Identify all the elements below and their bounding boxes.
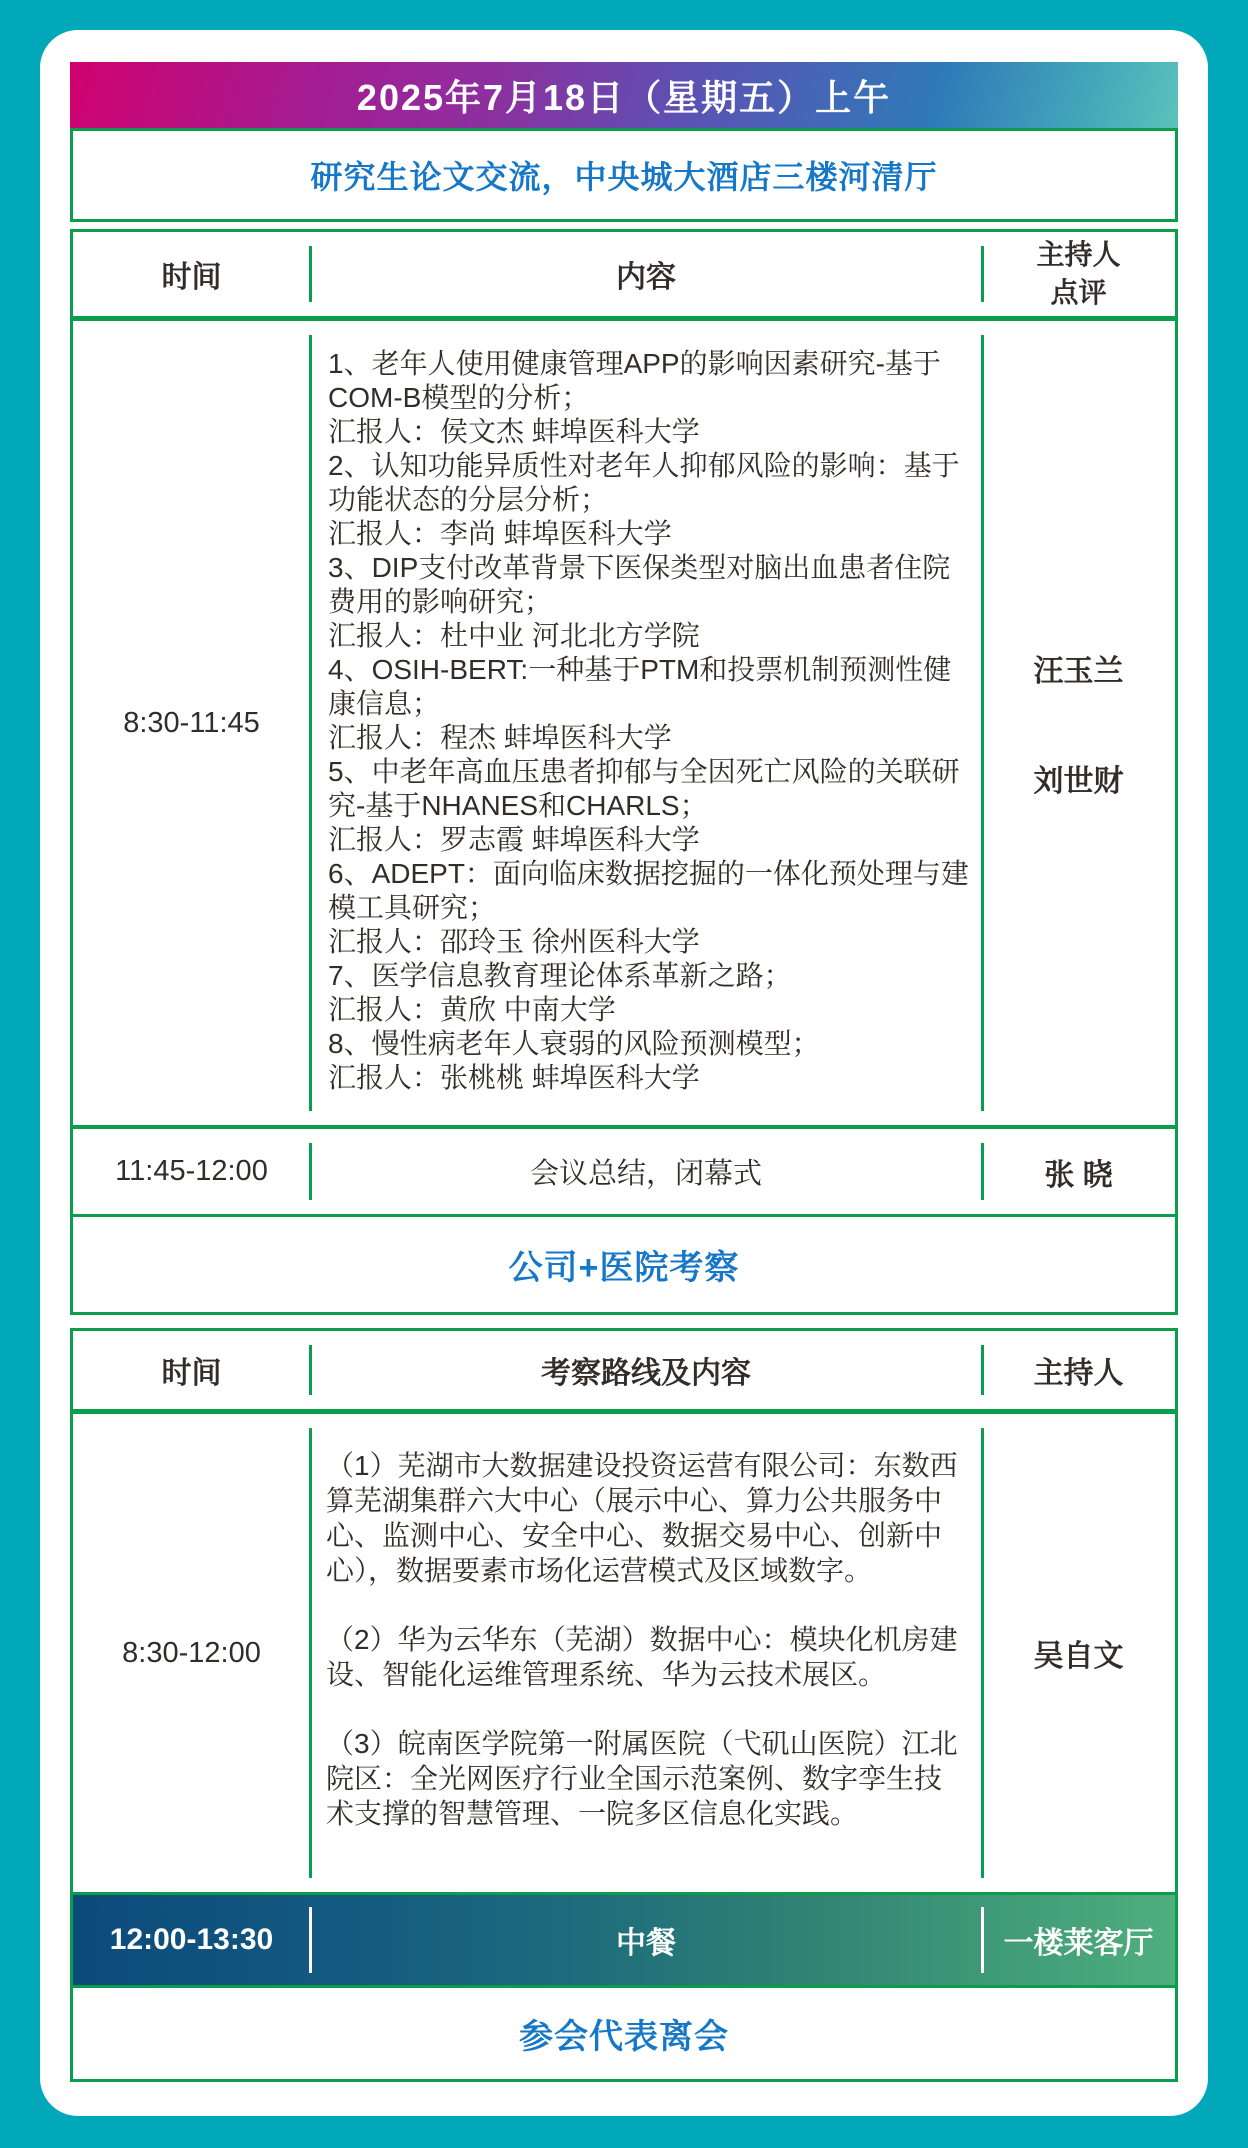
- paper-reporter: 汇报人：侯文杰 蚌埠医科大学: [328, 416, 700, 447]
- table1-header-row: [73, 232, 1175, 316]
- table2-header-host: 主持人: [1033, 1357, 1124, 1390]
- paper-title: 8、慢性病老年人衰弱的风险预测模型；: [328, 1028, 820, 1059]
- date-banner-title: 2025年7月18日（星期五）上午: [356, 76, 892, 118]
- tour-paragraph: （3）皖南医学院第一附属医院（弋矶山医院）江北院区：全光网医疗行业全国示范案例、数字孪生技术支撑的智慧管理、一院多区信息化实践。: [326, 1728, 958, 1829]
- paper-title: 7、医学信息教育理论体系革新之路；: [328, 960, 792, 991]
- morning-session-table: [70, 229, 1178, 1217]
- paper-title: 1、老年人使用健康管理APP的影响因素研究-基于COM-B模型的分析；: [328, 348, 941, 413]
- section-title-text: 公司+医院考察: [508, 1249, 740, 1287]
- table1-row2-host: 张 晓: [1044, 1158, 1113, 1192]
- table1-header-host-line1: 主持人: [1036, 239, 1121, 271]
- paper-reporter: 汇报人：程杰 蚌埠医科大学: [328, 722, 672, 753]
- tour-paragraph: （2）华为云华东（芜湖）数据中心：模块化机房建设、智能化运维管理系统、华为云技术展区。: [326, 1624, 958, 1690]
- date-banner: [70, 62, 1178, 128]
- paper-title: 2、认知功能异质性对老年人抑郁风险的影响：基于功能状态的分层分析；: [328, 450, 960, 515]
- table1-header-host-line2: 点评: [1050, 277, 1107, 308]
- lunch-time: 12:00-13:30: [73, 1895, 310, 1985]
- paper-reporter: 汇报人：邵玲玉 徐州医科大学: [328, 926, 700, 957]
- table2-row-tour: [73, 1414, 1175, 1892]
- departure-text: 参会代表离会: [519, 2018, 729, 2056]
- host-name: 刘世财: [1033, 765, 1124, 798]
- session-title-text: 研究生论文交流，中央城大酒店三楼河清厅: [310, 159, 938, 195]
- paper-title: 5、中老年高血压患者抑郁与全因死亡风险的关联研究-基于NHANES和CHARLS；: [328, 756, 960, 821]
- table2-header-row: [73, 1331, 1175, 1409]
- paper-item: [328, 653, 970, 755]
- paper-reporter: 汇报人：罗志霞 蚌埠医科大学: [328, 824, 700, 855]
- table1-row1-content: [310, 321, 982, 1125]
- schedule-inner: [70, 62, 1178, 2082]
- table1-row1-hosts: [982, 321, 1175, 1125]
- paper-title: 4、OSIH-BERT:一种基于PTM和投票机制预测性健康信息；: [328, 654, 952, 719]
- table1-row2-content: 会议总结，闭幕式: [310, 1129, 982, 1214]
- paper-item: [328, 449, 970, 551]
- table2-row1-time: 8:30-12:00: [73, 1414, 310, 1892]
- table2-row1-host: 吴自文: [1033, 1640, 1124, 1673]
- table2-header-content: 考察路线及内容: [310, 1331, 982, 1409]
- table1-row1-time: 8:30-11:45: [73, 321, 310, 1125]
- paper-item: [328, 959, 970, 1027]
- departure-box: [70, 1985, 1178, 2082]
- paper-item: [328, 551, 970, 653]
- tour-paragraph: （1）芜湖市大数据建设投资运营有限公司：东数西算芜湖集群六大中心（展示中心、算力公共服务中心、监测中心、安全中心、数据交易中心、创新中心），数据要素市场化运营模式及区域数字。: [326, 1450, 958, 1586]
- section-title-box: [70, 1214, 1178, 1315]
- paper-item: [328, 347, 970, 449]
- table2-header-time: 时间: [73, 1331, 310, 1409]
- lunch-content: 中餐: [310, 1895, 982, 1985]
- table1-header-time: 时间: [73, 232, 310, 316]
- paper-item: [328, 857, 970, 959]
- tour-table: [70, 1328, 1178, 1895]
- paper-reporter: 汇报人：杜中业 河北北方学院: [328, 620, 700, 651]
- paper-item: [328, 1027, 970, 1095]
- table2-row1-content: [310, 1414, 982, 1892]
- paper-reporter: 汇报人：黄欣 中南大学: [328, 994, 616, 1025]
- lunch-row: [70, 1892, 1178, 1988]
- table1-row-closing: [73, 1129, 1175, 1214]
- paper-title: 3、DIP支付改革背景下医保类型对脑出血患者住院费用的影响研究；: [328, 552, 951, 617]
- session-title-box: [70, 128, 1178, 222]
- table1-header-host: [982, 232, 1175, 316]
- table1-row-papers: [73, 321, 1175, 1125]
- paper-item: [328, 755, 970, 857]
- paper-reporter: 汇报人：张桃桃 蚌埠医科大学: [328, 1062, 700, 1093]
- table1-header-content: 内容: [310, 232, 982, 316]
- lunch-location: 一楼莱客厅: [1003, 1927, 1154, 1960]
- host-name: 汪玉兰: [1033, 655, 1124, 688]
- schedule-card: [40, 30, 1208, 2116]
- paper-title: 6、ADEPT：面向临床数据挖掘的一体化预处理与建模工具研究；: [328, 858, 969, 923]
- table1-row2-time: 11:45-12:00: [73, 1129, 310, 1214]
- paper-reporter: 汇报人：李尚 蚌埠医科大学: [328, 518, 672, 549]
